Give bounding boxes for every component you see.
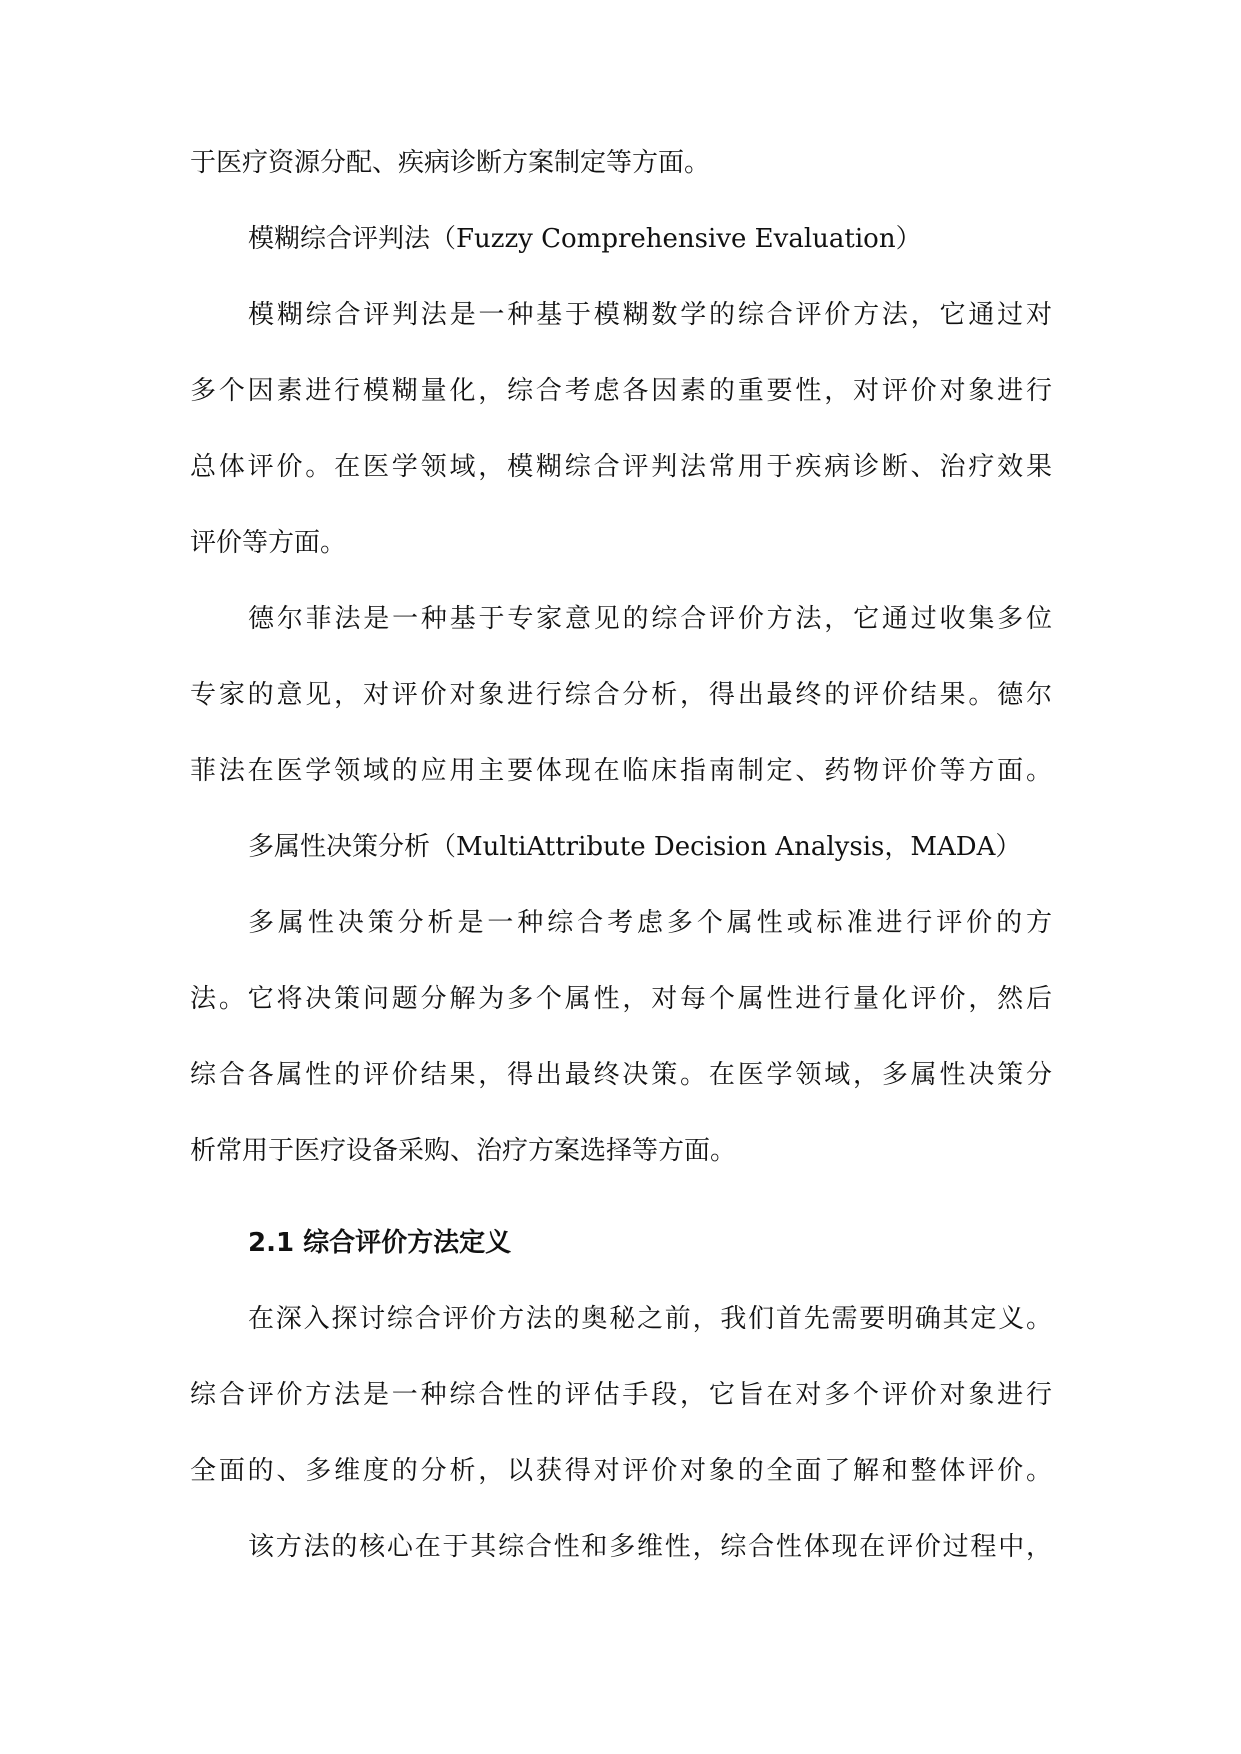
- text-line-7: 德尔菲法是一种基于专家意见的综合评价方法，它通过收集多位: [248, 604, 1052, 634]
- text-line-4: 多个因素进行模糊量化，综合考虑各因素的重要性，对评价对象进行: [190, 376, 1052, 406]
- text-line-18: 全面的、多维度的分析，以获得对评价对象的全面了解和整体评价。: [190, 1456, 1052, 1486]
- text-line-19: 该方法的核心在于其综合性和多维性，综合性体现在评价过程中，: [248, 1532, 1052, 1562]
- text-line-1: 于医疗资源分配、疾病诊断方案制定等方面。: [190, 148, 711, 178]
- text-line-6: 评价等方面。: [190, 528, 347, 558]
- text-line-13: 综合各属性的评价结果，得出最终决策。在医学领域，多属性决策分: [190, 1060, 1052, 1090]
- subheading-mada: 多属性决策分析（MultiAttribute Decision Analysis，MADA）: [248, 832, 1022, 862]
- text-line-12: 法。它将决策问题分解为多个属性，对每个属性进行量化评价，然后: [190, 984, 1052, 1014]
- text-line-11: 多属性决策分析是一种综合考虑多个属性或标准进行评价的方: [248, 908, 1052, 938]
- text-line-17: 综合评价方法是一种综合性的评估手段，它旨在对多个评价对象进行: [190, 1380, 1052, 1410]
- text-line-8: 专家的意见，对评价对象进行综合分析，得出最终的评价结果。德尔: [190, 680, 1052, 710]
- text-line-16: 在深入探讨综合评价方法的奥秘之前，我们首先需要明确其定义。: [248, 1304, 1052, 1334]
- section-heading-2-1: 2.1 综合评价方法定义: [248, 1228, 512, 1258]
- text-line-5: 总体评价。在医学领域，模糊综合评判法常用于疾病诊断、治疗效果: [190, 452, 1052, 482]
- document-body: [190, 148, 1052, 1608]
- subheading-fuzzy-evaluation: 模糊综合评判法（Fuzzy Comprehensive Evaluation）: [248, 224, 922, 254]
- text-line-3: 模糊综合评判法是一种基于模糊数学的综合评价方法，它通过对: [248, 300, 1052, 330]
- text-line-14: 析常用于医疗设备采购、治疗方案选择等方面。: [190, 1136, 737, 1166]
- text-line-9: 菲法在医学领域的应用主要体现在临床指南制定、药物评价等方面。: [190, 756, 1052, 786]
